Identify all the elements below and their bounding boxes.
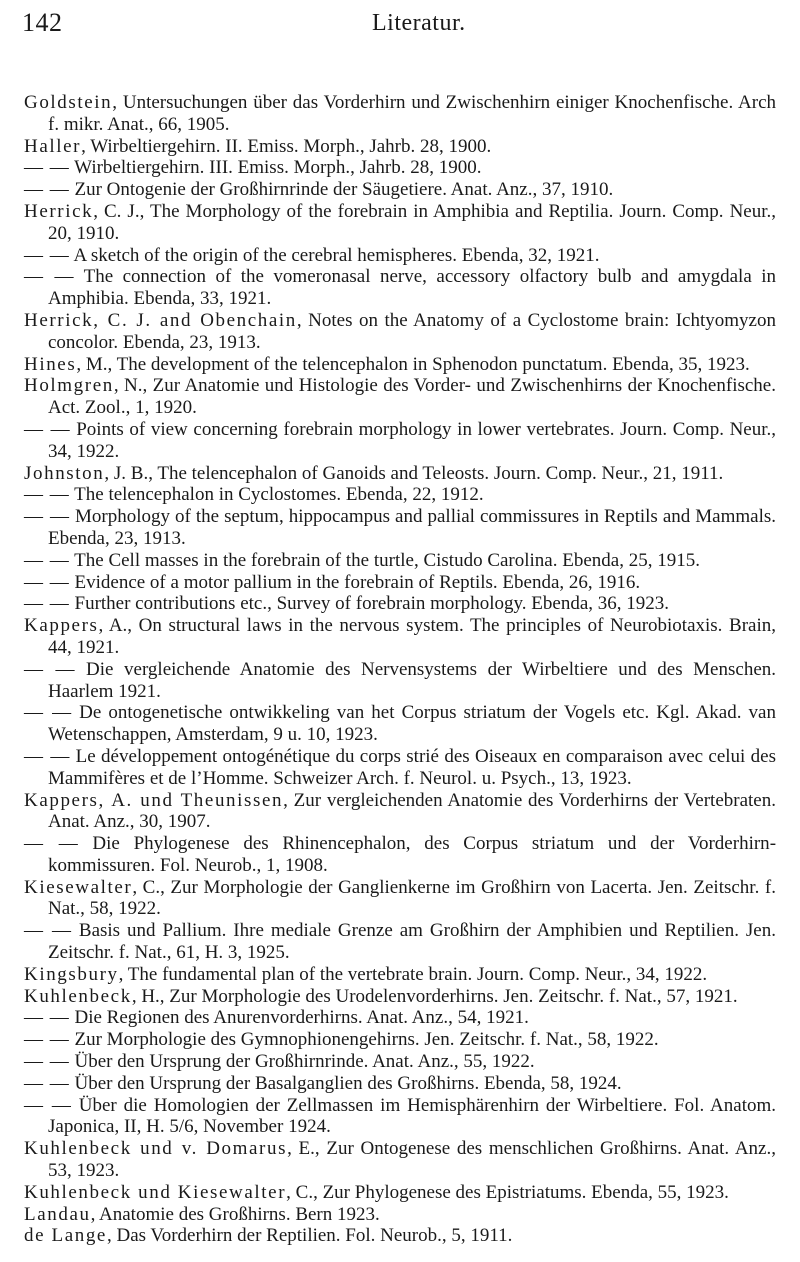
reference-text: , H., Zur Morphologie des Urodelenvorderhirns. Jen. Zeitschr. f. Nat., 57, 1921. xyxy=(131,985,738,1007)
reference-author: — — xyxy=(24,418,71,440)
reference-author: — — xyxy=(24,549,70,571)
reference-text: Über den Ursprung der Basalganglien des Großhirns. Ebenda, 58, 1924. xyxy=(69,1072,622,1094)
reference-entry xyxy=(24,877,776,921)
reference-author: — — xyxy=(24,157,70,179)
reference-author: — — xyxy=(24,833,79,855)
reference-entry xyxy=(24,615,776,659)
reference-entry xyxy=(24,419,776,463)
reference-entry xyxy=(24,245,776,267)
reference-text: Wirbeltiergehirn. III. Emiss. Morph., Jahrb. 28, 1900. xyxy=(69,157,482,179)
reference-text: Le développement ontogénétique du corps strié des Oiseaux en comparaison avec celui des Mammifères et de l’Homme. Schweizer Arch. f. Neurol. u. Psych., 13, 1923. xyxy=(48,745,776,789)
reference-entry xyxy=(24,1204,776,1226)
reference-author: — — xyxy=(24,658,76,680)
reference-entry xyxy=(24,463,776,485)
reference-text: Die Regionen des Anurenvorderhirns. Anat. Anz., 54, 1921. xyxy=(69,1007,529,1029)
reference-author: Holmgren xyxy=(24,375,114,397)
reference-text: , Anatomie des Großhirns. Bern 1923. xyxy=(90,1203,380,1225)
reference-entry xyxy=(24,1073,776,1095)
page-header xyxy=(0,8,800,68)
reference-entry xyxy=(24,986,776,1008)
reference-author: — — xyxy=(24,1072,70,1094)
reference-author: Kappers xyxy=(24,615,99,637)
reference-text: The Cell masses in the forebrain of the turtle, Cistudo Carolina. Ebenda, 25, 1915. xyxy=(69,549,700,571)
reference-entry xyxy=(24,201,776,245)
reference-entry xyxy=(24,354,776,376)
reference-author: — — xyxy=(24,1029,70,1051)
reference-author: Kuhlenbeck und Kiesewalter xyxy=(24,1181,287,1203)
reference-author: Johnston xyxy=(24,462,105,484)
reference-entry xyxy=(24,659,776,703)
reference-text: The connection of the vomeronasal nerve, accessory olfactory bulb and amygdala in Amphibia. Ebenda, 33, 1921. xyxy=(48,266,777,310)
reference-author: — — xyxy=(24,179,70,201)
reference-text: Die vergleichende Anatomie des Nervensystems der Wirbeltiere und des Menschen. Haarlem 1921. xyxy=(48,658,776,702)
reference-entry xyxy=(24,1225,776,1247)
reference-text: Further contributions etc., Survey of forebrain morphology. Ebenda, 36, 1923. xyxy=(69,593,670,615)
reference-author: — — xyxy=(24,571,70,593)
reference-entry xyxy=(24,92,776,136)
reference-entry xyxy=(24,920,776,964)
reference-entry xyxy=(24,1007,776,1029)
reference-text: The telencephalon in Cyclostomes. Ebenda, 22, 1912. xyxy=(69,484,484,506)
reference-entry xyxy=(24,550,776,572)
reference-text: De ontogenetische ontwikkeling van het Corpus striatum der Vogels etc. Kgl. Akad. van Wetenschappen, Amsterdam, 9 u. 10, 1923. xyxy=(48,702,776,746)
reference-text: Zur Morphologie des Gymnophionengehirns. Jen. Zeitschr. f. Nat., 58, 1922. xyxy=(69,1029,659,1051)
reference-entry xyxy=(24,179,776,201)
reference-text: A sketch of the origin of the cerebral hemispheres. Ebenda, 32, 1921. xyxy=(69,244,600,266)
reference-entry xyxy=(24,266,776,310)
reference-author: Kuhlenbeck und v. Domarus xyxy=(24,1138,288,1160)
reference-author: Kappers, A. und Theunissen xyxy=(24,789,284,811)
reference-author: — — xyxy=(24,745,71,767)
reference-text: , C., Zur Phylogenese des Epistriatums. Ebenda, 55, 1923. xyxy=(286,1181,729,1203)
reference-text: Points of view concerning forebrain morphology in lower vertebrates. Journ. Comp. Neur., 34, 1922. xyxy=(48,418,776,462)
reference-text: , N., Zur Anatomie und Histologie des Vorder- und Zwischenhirns der Knochenfische. Act. Zool., 1, 1920. xyxy=(48,375,776,419)
reference-text: Evidence of a motor pallium in the forebrain of Reptils. Ebenda, 26, 1916. xyxy=(69,571,641,593)
reference-entry xyxy=(24,593,776,615)
reference-entry xyxy=(24,1029,776,1051)
reference-author: — — xyxy=(24,1007,70,1029)
reference-text: , M., The development of the telencephalon in Sphenodon punctatum. Ebenda, 35, 1923. xyxy=(76,353,750,375)
reference-author: Landau xyxy=(24,1203,91,1225)
reference-text: Die Phylogenese des Rhinencephalon, des Corpus striatum und der Vorderhirnkommissuren. Fol. Neurob., 1, 1908. xyxy=(48,833,777,876)
reference-text: , Untersuchungen über das Vorderhirn und Zwischenhirn einiger Knochenfische. Arch f. mikr. Anat., 66, 1905. xyxy=(48,92,776,135)
reference-text: , Zur vergleichenden Anatomie des Vorderhirns der Vertebraten. Anat. Anz., 30, 1907. xyxy=(48,789,776,833)
reference-author: — — xyxy=(24,593,70,615)
reference-entry xyxy=(24,310,776,354)
reference-text: Basis und Pallium. Ihre mediale Grenze am Großhirn der Amphibien und Reptilien. Jen. Zeitschr. f. Nat., 61, H. 3, 1925. xyxy=(48,920,776,964)
reference-entry xyxy=(24,484,776,506)
reference-author: Herrick, C. J. and Obenchain xyxy=(24,309,297,331)
reference-text: , Notes on the Anatomy of a Cyclostome brain: Ichtyomyzon concolor. Ebenda, 23, 1913. xyxy=(48,309,776,353)
reference-author: Hines xyxy=(24,353,77,375)
reference-author: Herrick xyxy=(24,200,94,222)
reference-author: — — xyxy=(24,1051,70,1073)
reference-author: Kingsbury xyxy=(24,963,119,985)
reference-text: Über die Homologien der Zellmassen im Hemisphärenhirn der Wirbeltiere. Fol. Anatom. Japonica, II, H. 5/6, November 1924. xyxy=(48,1094,776,1138)
reference-entry xyxy=(24,157,776,179)
reference-text: , C. J., The Morphology of the forebrain in Amphibia and Reptilia. Journ. Comp. Neur., 20, 1910. xyxy=(48,200,776,244)
reference-text: , C., Zur Morphologie der Ganglienkerne im Großhirn von Lacerta. Jen. Zeitschr. f. Nat., 58, 1922. xyxy=(48,876,776,920)
reference-entry xyxy=(24,1182,776,1204)
reference-author: Kiesewalter xyxy=(24,876,133,898)
reference-entry xyxy=(24,746,776,790)
running-title: Literatur. xyxy=(372,10,466,36)
reference-text: Morphology of the septum, hippocampus and pallial commissures in Reptils and Mammals. Ebenda, 23, 1913. xyxy=(48,506,776,549)
reference-author: — — xyxy=(24,266,75,288)
reference-entry xyxy=(24,790,776,834)
reference-text: , A., On structural laws in the nervous system. The principles of Neurobiotaxis. Brain, 44, 1921. xyxy=(48,615,776,658)
reference-entry xyxy=(24,1095,776,1139)
reference-text: , Wirbeltiergehirn. II. Emiss. Morph., Jahrb. 28, 1900. xyxy=(81,135,492,157)
reference-author: Goldstein xyxy=(24,92,113,113)
reference-author: — — xyxy=(24,506,71,528)
page-number: 142 xyxy=(22,8,63,37)
reference-entry xyxy=(24,136,776,158)
reference-entry xyxy=(24,702,776,746)
reference-text: Über den Ursprung der Großhirnrinde. Anat. Anz., 55, 1922. xyxy=(69,1051,535,1073)
reference-entry xyxy=(24,506,776,550)
reference-author: — — xyxy=(24,484,70,506)
reference-entry xyxy=(24,572,776,594)
reference-author: — — xyxy=(24,244,70,266)
reference-entry xyxy=(24,964,776,986)
reference-author: — — xyxy=(24,702,73,724)
reference-author: Kuhlenbeck xyxy=(24,985,132,1007)
reference-author: — — xyxy=(24,920,72,942)
reference-text: , The fundamental plan of the vertebrate brain. Journ. Comp. Neur., 34, 1922. xyxy=(118,963,708,985)
reference-entry xyxy=(24,1138,776,1182)
reference-text: , J. B., The telencephalon of Ganoids and Teleosts. Journ. Comp. Neur., 21, 1911. xyxy=(104,462,724,484)
reference-entry xyxy=(24,1051,776,1073)
reference-author: Haller xyxy=(24,135,82,157)
reference-entry xyxy=(24,833,776,877)
reference-author: — — xyxy=(24,1094,72,1116)
reference-text: , E., Zur Ontogenese des menschlichen Großhirns. Anat. Anz., 53, 1923. xyxy=(48,1138,776,1182)
reference-list xyxy=(0,92,800,1247)
reference-text: , Das Vorderhirn der Reptilien. Fol. Neurob., 5, 1911. xyxy=(106,1225,513,1247)
reference-text: Zur Ontogenie der Großhirnrinde der Säugetiere. Anat. Anz., 37, 1910. xyxy=(69,179,614,201)
reference-entry xyxy=(24,375,776,419)
reference-author: de Lange xyxy=(24,1225,107,1247)
